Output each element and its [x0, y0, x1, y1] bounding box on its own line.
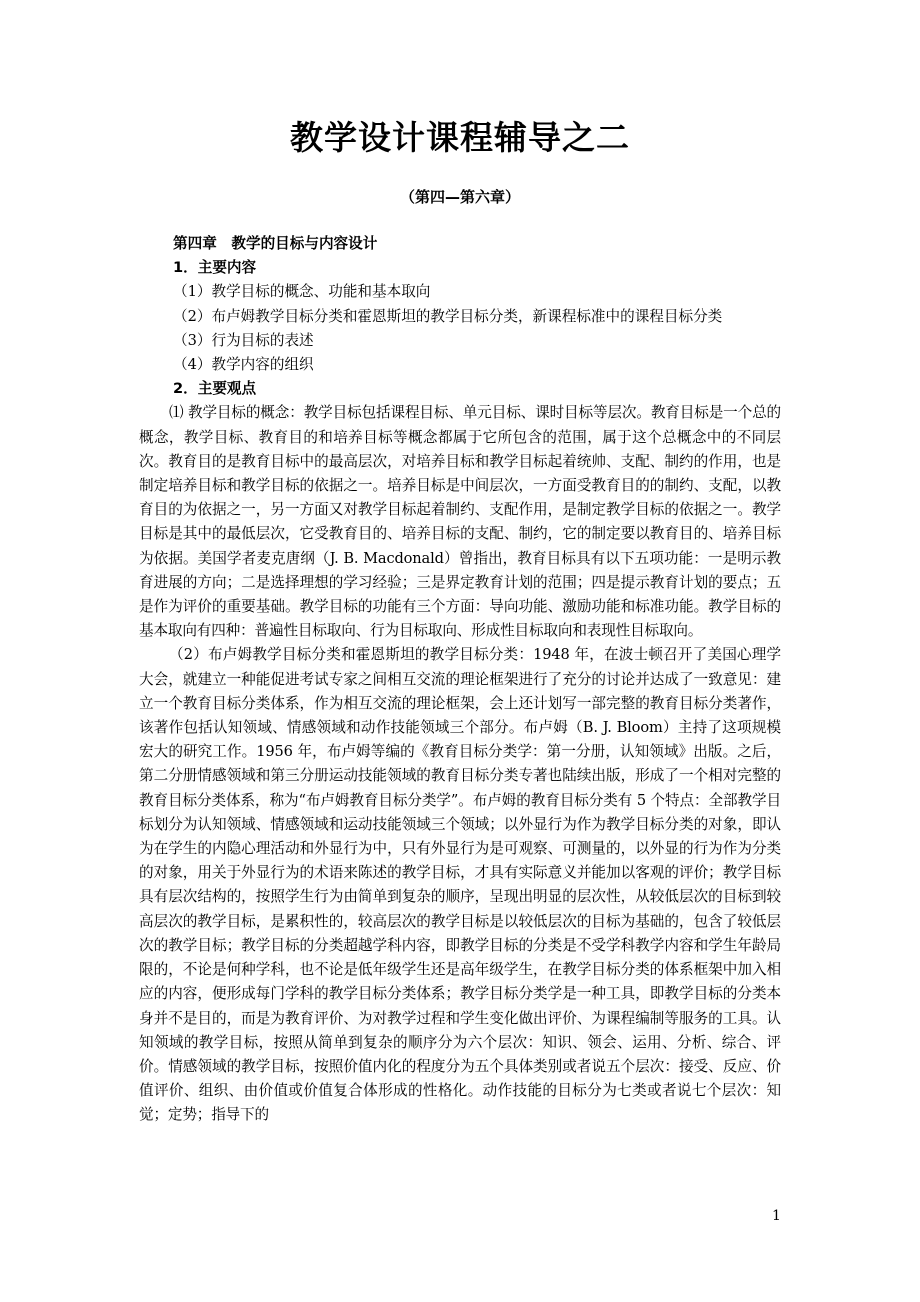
list-item: （3）行为目标的表述 [173, 331, 314, 349]
paragraph-teaching-goal-concept: ⑴ 教学目标的概念：教学目标包括课程目标、单元目标、课时目标等层次。教育目标是一个总的概念，教学目标、教育目的和培养目标等概念都属于它所包含的范围，属于这个总概念中的不同层次。教育目的是教育目标中的最高层次，对培养目标和教学目标起着统帅、支配、制约的作用，也是制定培养目标和教学目标的依据之一。培养目标是中间层次，一方面受教育目的的制约、支配，以教育目的为依据之一，另一方面又对教学目标起着制约、支配作用，是制定教学目标的依据之一。教学目标是其中的最低层次，它受教育目的、培养目标的支配、制约，它的制定要以教育目的、培养目标为依据。美国学者麦克唐纲（J. B. Macdonald）曾指出，教育目标具有以下五项功能：一是明示教育进展的方向；二是选择理想的学习经验；三是界定教育计划的范围；四是提示教育计划的要点；五是作为评价的重要基础。教学目标的功能有三个方面：导向功能、激励功能和标准功能。教学目标的基本取向有四种：普遍性目标取向、行为目标取向、形成性目标取向和表现性目标取向。 [139, 404, 781, 640]
list-item: （2）布卢姆教学目标分类和霍恩斯坦的教学目标分类，新课程标准中的课程目标分类 [173, 307, 723, 325]
list-item: （4）教学内容的组织 [173, 356, 314, 374]
chapter-heading: 第四章 教学的目标与内容设计 [173, 235, 378, 252]
document-subtitle: （第四—第六章） [399, 188, 520, 206]
document-title: 教学设计课程辅导之二 [290, 118, 630, 157]
section-heading-main-content: 1．主要内容 [173, 259, 257, 277]
section-heading-main-points: 2．主要观点 [173, 380, 257, 398]
list-item: （1）教学目标的概念、功能和基本取向 [173, 283, 431, 301]
page-number: 1 [772, 1208, 781, 1224]
document-body [139, 232, 781, 1128]
paragraph-bloom-taxonomy: （2）布卢姆教学目标分类和霍恩斯坦的教学目标分类：1948 年，在波士顿召开了美国心理学大会，就建立一种能促进考试专家之间相互交流的理论框架进行了充分的讨论并达成了一致意见：建立一个教育目标分类体系，作为相互交流的理论框架，会上还计划写一部完整的教育目标分类著作，该著作包括认知领域、情感领域和动作技能领域三个部分。布卢姆（B. J. Bloom）主持了这项规模宏大的研究工作。1956 年，布卢姆等编的《教育目标分类学：第一分册，认知领域》出版。之后，第二分册情感领域和第三分册运动技能领域的教育目标分类专著也陆续出版，形成了一个相对完整的教育目标分类体系，称为“布卢姆教育目标分类学”。布卢姆的教育目标分类有 5 个特点：全部教学目标划分为认知领域、情感领域和运动技能领域三个领域；以外显行为作为教学目标分类的对象，即认为在学生的内隐心理活动和外显行为中，只有外显行为是可观察、可测量的，以外显的行为作为分类的对象，用关于外显行为的术语来陈述的教学目标，才具有实际意义并能加以客观的评价；教学目标具有层次结构的，按照学生行为由简单到复杂的顺序，呈现出明显的层次性，从较低层次的目标到较高层次的教学目标，是累积性的，较高层次的教学目标是以较低层次的目标为基础的，包含了较低层次的教学目标；教学目标的分类超越学科内容，即教学目标的分类是不受学科教学内容和学生年龄局限的，不论是何种学科，也不论是低年级学生还是高年级学生，在教学目标分类的体系框架中加入相应的内容，便形成每门学科的教学目标分类体系；教学目标分类学是一种工具，即教学目标的分类本身并不是目的，而是为教育评价、为对教学过程和学生变化做出评价、为课程编制等服务的工具。认知领域的教学目标，按照从简单到复杂的顺序分为六个层次：知识、领会、运用、分析、综合、评价。情感领域的教学目标，按照价值内化的程度分为五个具体类别或者说五个层次：接受、反应、价值评价、组织、由价值或价值复合体形成的性格化。动作技能的目标分为七类或者说七个层次：知觉；定势；指导下的 [139, 646, 781, 1124]
